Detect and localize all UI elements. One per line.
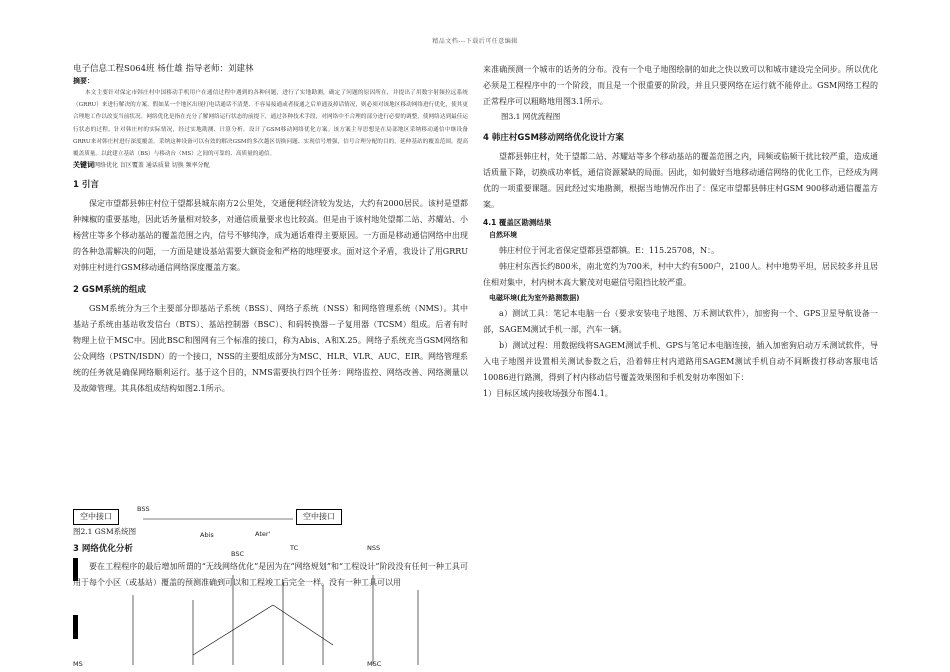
section-1-title: 1 引言: [73, 180, 99, 191]
natural-env-paragraph-1: 韩庄村位于河北省保定望都县望都镇。E：115.25708，N：。: [499, 246, 720, 255]
keywords-label: 关键词: [73, 161, 94, 170]
em-env-item-a: a）测试工具：笔记本电脑一台（要求安装电子地图、万禾测试软件），加密狗一个、GPS卫星导航设备一部，SAGEM测试手机一部，汽车一辆。: [483, 309, 878, 334]
author-line: 电子信息工程S064班 杨仕雄 指导老师：刘建林: [73, 64, 254, 74]
label-bsc: BSC: [231, 550, 245, 558]
abstract-text: 本文主要针对保定市韩庄村中国移动手机用户在通信过程中遇到的各种问题，进行了实地勘测，确定了问题的原因所在，并提出了用数字射频拉远系统（GRRU）来进行解决的方案。假如某一个地区出现打电话通话不清楚、不容易接通或者接通之后单通及掉话情况，则必须对该地区移动网络进行优化，使其更合理地工作以改变当前状况。网络优化是指在充分了解网络运行状态的前提下，通过各种技术手段，对网络中不合理的部分进行必要的调整，使网络达到最佳运行状态的过程。针对韩庄村的实际情况，经过实地勘测、计算分析，设计了GSM移动网络优化方案。该方案主导思想是在局部地区采纳移动通信中继设备GRRU来对韩庄村进行深度覆盖。采纳这种设备可以有效的解决GSM的多次越区切换问题、实现信号增强，信号合理分配的目的，延伸基站的覆盖范围，提高覆盖质量。以此建立基站（BS）与移动台（MS）之间的可靠的、高质量的通信。: [73, 90, 468, 158]
figure-2-1-caption: 图2.1 GSM系统图: [73, 527, 137, 536]
diagram-line-9: [273, 605, 333, 645]
em-env-item-b: b）测试过程：用数据线将SAGEM测试手机、GPS与笔记本电脑连接，插入加密狗启动万禾测试软件，导入电子地图并设置相关测试参数之后，沿着韩庄村内道路用SAGEM测试手机自动不间断拨打移动客服电话10086进行路测，得到了村内移动信号覆盖效果图和手机发射功率图如下：: [483, 341, 878, 382]
section-3-title: 3 网络优化分析: [73, 544, 133, 554]
section-4-title: 4 韩庄村GSM移动网络优化设计方案: [483, 133, 624, 143]
diagram-bar-bottom: [73, 615, 78, 639]
natural-env-title: 自然环境: [489, 231, 517, 239]
natural-env-paragraph-2: 韩庄村东西长约800米，南北宽约为700米，村中大约有500户，2100人。村中地势平坦，居民较多并且居住相对集中，村内树木高大繁茂对电磁信号阻挡比较严重。: [483, 262, 878, 287]
section-2-title: 2 GSM系统的组成: [73, 285, 146, 296]
section-4-paragraph: 望都县韩庄村，处于望都二站、苏耀站等多个移动基站的覆盖范围之内，同频或临频干扰比较严重，造成通话质量下降，切换成功率低，通信资源紧缺的局面。因此，如何做好当地移动通信网络的优化工作，已经成为网优的一项重要课题。因此经过实地勘测，根据当地情况作出了：保定市望都县韩庄村GSM 900移动通信覆盖方案。: [483, 152, 878, 209]
label-abis: Abis: [200, 531, 214, 539]
keywords-text: 网络优化 盲区覆盖 通话质量 切换 频率分配: [94, 162, 210, 170]
label-ms: MS: [73, 660, 83, 668]
label-bss: BSS: [137, 505, 150, 513]
keywords: [73, 160, 468, 171]
section-4-1-title: 4.1 覆盖区勘测结果: [483, 218, 552, 227]
right-column: [483, 62, 878, 402]
section-3: [73, 543, 468, 591]
left-column: [73, 62, 468, 397]
abstract-title: 摘要：: [73, 77, 94, 85]
figure-3-1-caption: 图3.1 网优流程图: [501, 112, 561, 121]
label-nss: NSS: [367, 544, 381, 552]
right-paragraph-continued: 来准确预测一个城市的话务的分布。没有一个电子地图绘制的如此之快以致可以和城市建设完全同步。所以优化必须是工程程序中的一个阶段，而且是一个很重要的阶段，并且只要网络在运行就不能停止。GSM网络工程的正常程序可以粗略地用图3.1所示。: [483, 65, 878, 106]
section-2-paragraph: GSM系统分为三个主要部分即基站子系统（BSS）、网络子系统（NSS）和网络管理系统（NMS）。其中基站子系统由基站收发信台（BTS）、基站控制器（BSC）、和码转换器－子复用器（TCSM）组成。后者有时物理上位于MSC中。因此BSC和图网有三个标准的接口，称为Abis、A和X.25。网络子系统充当GSM网络和公众网络（PSTN/ISDN）的一个接口，NSS的主要组成部分为MSC、HLR、VLR、AUC、EIR。网络管理系统的任务就是确保网络顺利运行。基于这个目的，NMS需要执行四个任务：网络监控、网络改善、网络测量以及故障管理。其具体组成结构如图2.1所示。: [73, 304, 468, 394]
em-env-title: 电磁环境(此为室外路测数据): [489, 294, 580, 302]
em-env-item-1: 1）目标区域内接收场强分布图4.1。: [483, 389, 613, 398]
label-msc: MSC: [367, 660, 382, 668]
section-1-paragraph: 保定市望都县韩庄村位于望都县城东南方2公里处，交通便利经济较为发达，大约有2000居民。该村是望都种辣椒的重要基地，因此话务量相对较多，对通信质量要求也比较高。但是由于该村地处望都二站、苏耀站、小杨营庄等多个移动基站的覆盖范围之内，信号不够纯净，成为通话难得主要原因。一方面是移动通信网络中出现的各种急需解决的问题，一方面是建设基站需要大额资金和严格的地理要求。面对这个矛盾，我设计了用GRRU对韩庄村进行GSM移动通信网络深度覆盖方案。: [73, 199, 468, 273]
section-3-paragraph: 要在工程程序的最后增加所谓的“无线网络优化”是因为在“网络规划”和“工程设计”阶段没有任何一种工具可用于每个小区（或基站）覆盖的预测准确到可以和工程竣工后完全一样。没有一种工具可以用: [73, 562, 468, 587]
watermark: 精品文档---下载后可任意编辑: [432, 38, 518, 45]
air-interface-box-right: 空中接口: [296, 509, 342, 525]
label-ater: Ater': [255, 530, 271, 538]
label-tc: TC: [290, 544, 299, 552]
air-interface-box-left: 空中接口: [73, 509, 119, 525]
